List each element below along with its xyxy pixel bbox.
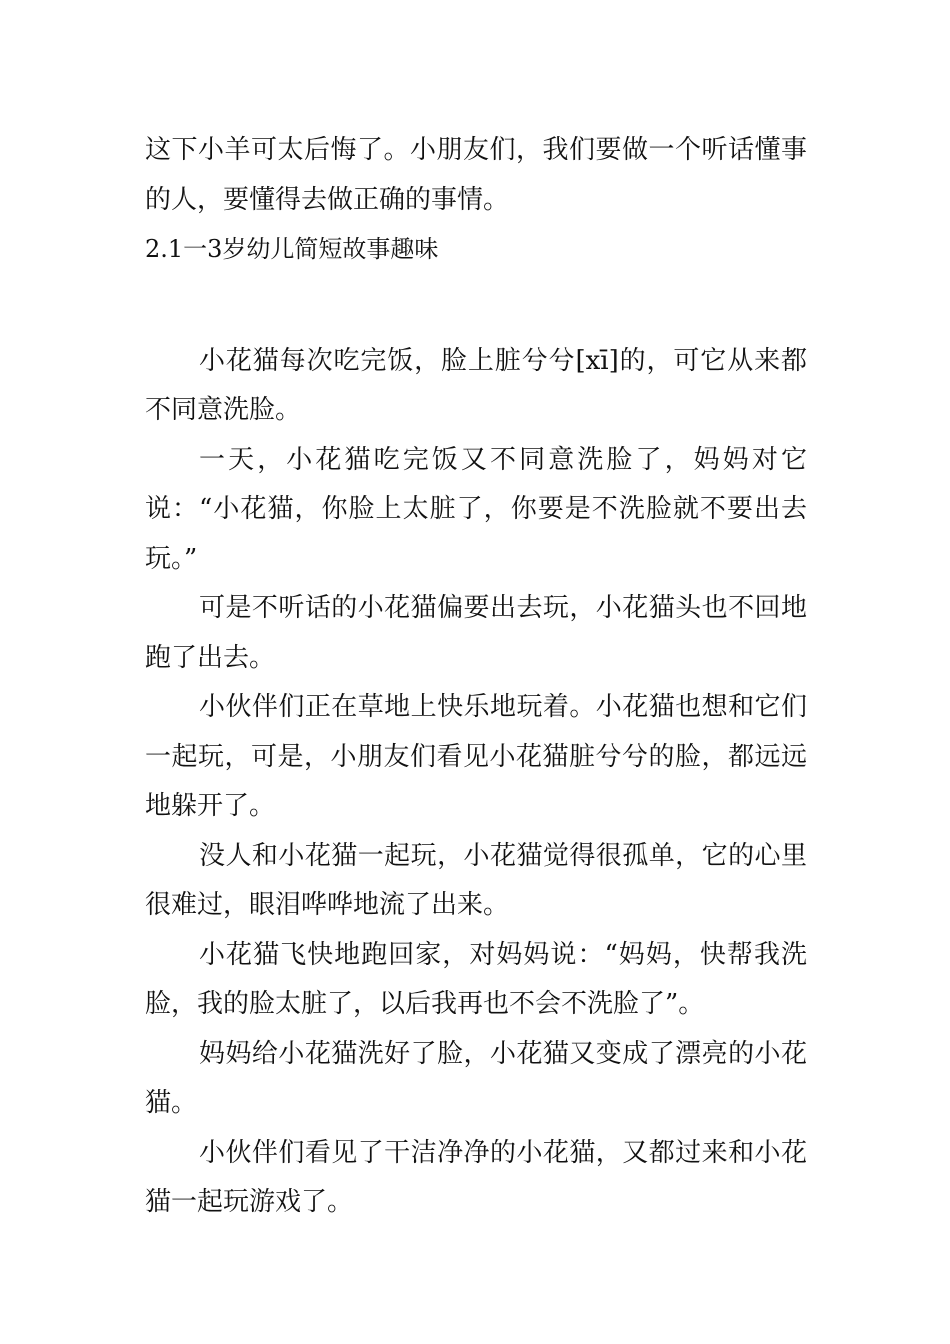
section-heading: 2.1一3岁幼儿简短故事趣味 [145,235,439,263]
story-paragraph: 可是不听话的小花猫偏要出去玩，小花猫头也不回地跑了出去。 [145,593,807,673]
story-paragraph: 小伙伴们看见了干洁净净的小花猫，又都过来和小花猫一起玩游戏了。 [145,1137,807,1217]
story-paragraph: 小伙伴们正在草地上快乐地玩着。小花猫也想和它们一起玩，可是，小朋友们看见小花猫脏兮兮的脸，都远远地躲开了。 [145,692,807,821]
document-body [145,126,807,1228]
story-paragraph: 小花猫每次吃完饭，脸上脏兮兮[xī]的，可它从来都不同意洗脸。 [145,345,807,425]
story-paragraph: 小花猫飞快地跑回家，对妈妈说：“妈妈，快帮我洗脸，我的脸太脏了，以后我再也不会不洗脸了”。 [145,939,807,1019]
story-paragraph: 一天，小花猫吃完饭又不同意洗脸了，妈妈对它说：“小花猫，你脸上太脏了，你要是不洗脸就不要出去玩。” [145,444,807,574]
story-paragraph: 妈妈给小花猫洗好了脸，小花猫又变成了漂亮的小花猫。 [145,1038,807,1118]
story-paragraph: 没人和小花猫一起玩，小花猫觉得很孤单，它的心里很难过，眼泪哗哗地流了出来。 [145,840,807,920]
intro-paragraph: 这下小羊可太后悔了。小朋友们，我们要做一个听话懂事的人，要懂得去做正确的事情。 [145,135,807,215]
section-spacer [145,275,807,337]
